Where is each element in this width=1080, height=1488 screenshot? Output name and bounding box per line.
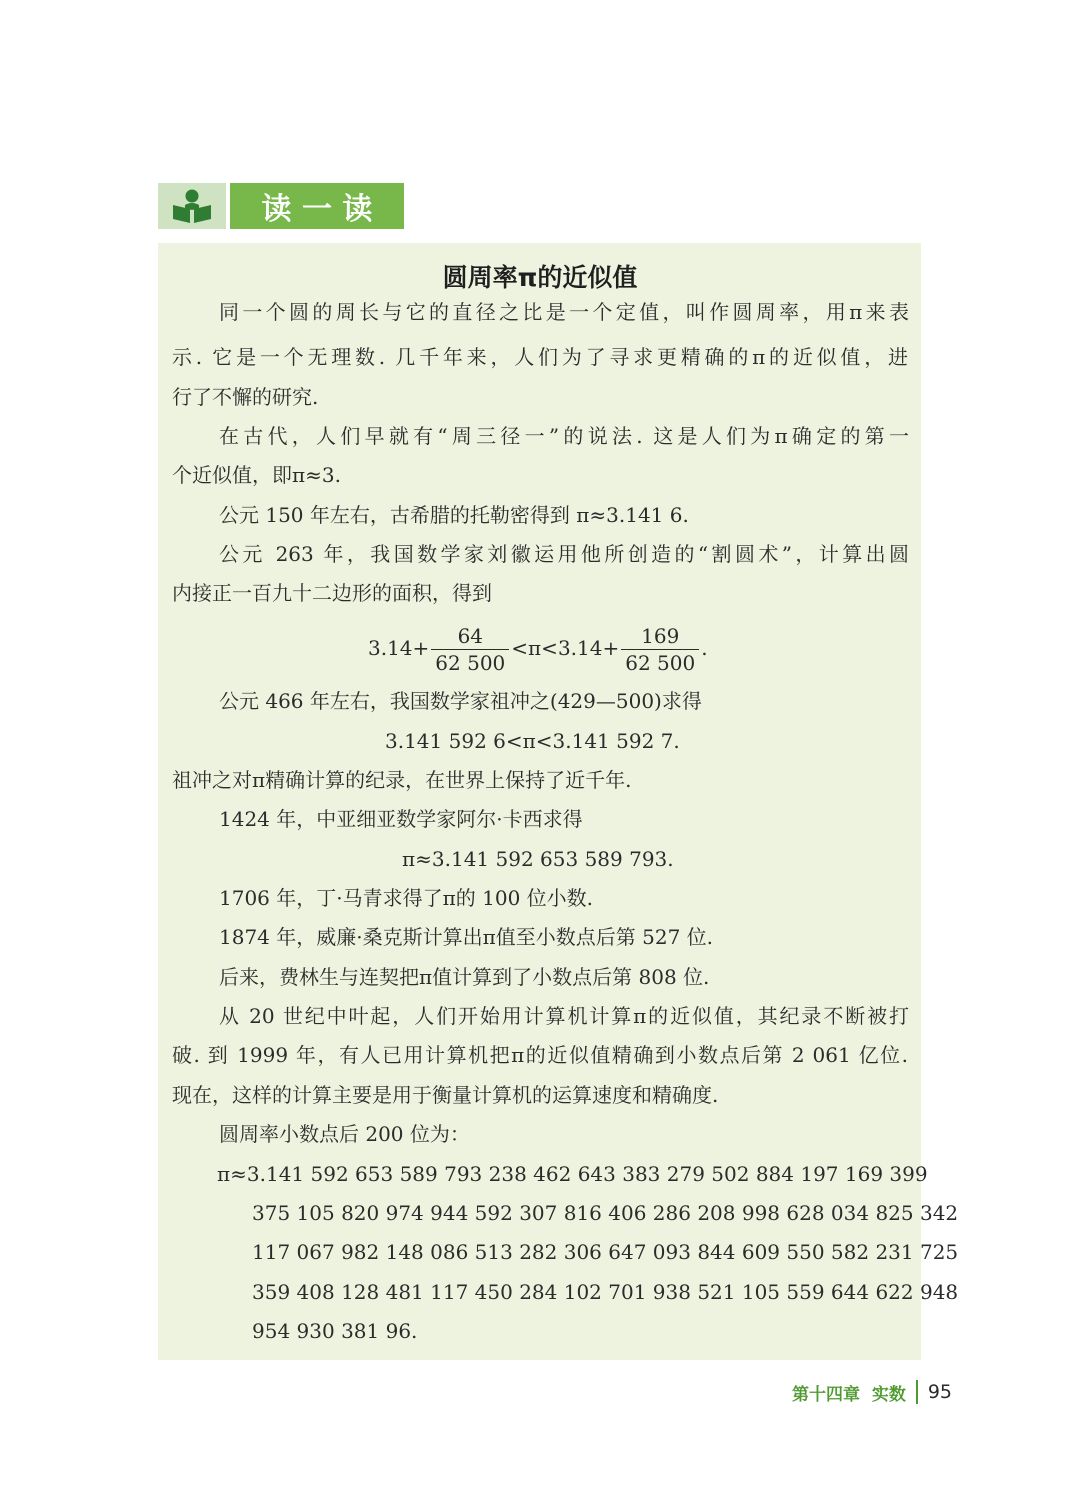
paragraph-line: 祖冲之对π精确计算的纪录，在世界上保持了近千年. bbox=[172, 768, 632, 792]
formula-line: 3.141 592 6<π<3.141 592 7. bbox=[385, 729, 680, 753]
formula-part: 3.14+ bbox=[368, 636, 430, 660]
paragraph-line: 在古代，人们早就有“周三径一”的说法. 这是人们为π确定的第一 bbox=[219, 424, 909, 448]
pi-digits-line: π≈3.141 592 653 589 793 238 462 643 383 279 502 884 197 169 399 bbox=[217, 1162, 928, 1186]
pi-digits-line: 954 930 381 96. bbox=[252, 1319, 418, 1343]
page-number: 95 bbox=[927, 1381, 953, 1403]
pi-digits-line: 117 067 982 148 086 513 282 306 647 093 844 609 550 582 231 725 bbox=[252, 1240, 959, 1264]
paragraph-line: 1424 年，中亚细亚数学家阿尔·卡西求得 bbox=[219, 807, 583, 831]
footer-divider bbox=[916, 1380, 918, 1404]
reading-person-icon bbox=[158, 183, 226, 229]
fraction bbox=[621, 623, 699, 676]
fraction bbox=[431, 623, 509, 676]
paragraph-line: 圆周率小数点后 200 位为： bbox=[219, 1122, 470, 1146]
paragraph-line: 个近似值，即π≈3. bbox=[172, 463, 341, 487]
paragraph-line: 公元 466 年左右，我国数学家祖冲之(429—500)求得 bbox=[219, 689, 702, 713]
paragraph-line: 示. 它是一个无理数. 几千年来，人们为了寻求更精确的π的近似值，进 bbox=[172, 345, 908, 369]
formula-inequality bbox=[368, 620, 708, 676]
paragraph-line: 公元 263 年，我国数学家刘徽运用他所创造的“割圆术”，计算出圆 bbox=[219, 542, 909, 566]
paragraph-line: 公元 150 年左右，古希腊的托勒密得到 π≈3.141 6. bbox=[219, 503, 689, 527]
paragraph-line: 行了不懈的研究. bbox=[172, 385, 319, 409]
formula-part: . bbox=[701, 636, 708, 660]
paragraph-line: 破. 到 1999 年，有人已用计算机把π的近似值精确到小数点后第 2 061 亿位. bbox=[172, 1043, 908, 1067]
section-header-label: 读 一 读 bbox=[230, 183, 404, 229]
formula-part: <π<3.14+ bbox=[511, 636, 620, 660]
pi-digits-line: 375 105 820 974 944 592 307 816 406 286 208 998 628 034 825 342 bbox=[252, 1201, 959, 1225]
paragraph-line: 1874 年，威廉·桑克斯计算出π值至小数点后第 527 位. bbox=[219, 925, 714, 949]
paragraph-line: 现在，这样的计算主要是用于衡量计算机的运算速度和精确度. bbox=[172, 1083, 719, 1107]
paragraph-line: 后来，费林生与连契把π值计算到了小数点后第 808 位. bbox=[219, 965, 710, 989]
reading-panel bbox=[158, 243, 959, 1360]
page-title: 圆周率π的近似值 bbox=[442, 263, 638, 292]
fraction-numerator: 64 bbox=[431, 623, 509, 650]
paragraph-line: 同一个圆的周长与它的直径之比是一个定值，叫作圆周率，用π来表 bbox=[219, 300, 909, 324]
pi-digits-line: 359 408 128 481 117 450 284 102 701 938 521 105 559 644 622 948 bbox=[252, 1280, 959, 1304]
chapter-label: 第十四章 实数 bbox=[792, 1384, 906, 1405]
paragraph-line: 1706 年，丁·马青求得了π的 100 位小数. bbox=[219, 886, 594, 910]
page-footer bbox=[792, 1378, 952, 1406]
section-header bbox=[158, 183, 404, 229]
paragraph-line: 从 20 世纪中叶起，人们开始用计算机计算π的近似值，其纪录不断被打 bbox=[219, 1004, 909, 1028]
fraction-denominator: 62 500 bbox=[435, 651, 506, 675]
fraction-denominator: 62 500 bbox=[625, 651, 696, 675]
paragraph-line: 内接正一百九十二边形的面积，得到 bbox=[172, 581, 492, 605]
formula-line: π≈3.141 592 653 589 793. bbox=[402, 847, 674, 871]
fraction-numerator: 169 bbox=[621, 623, 699, 650]
